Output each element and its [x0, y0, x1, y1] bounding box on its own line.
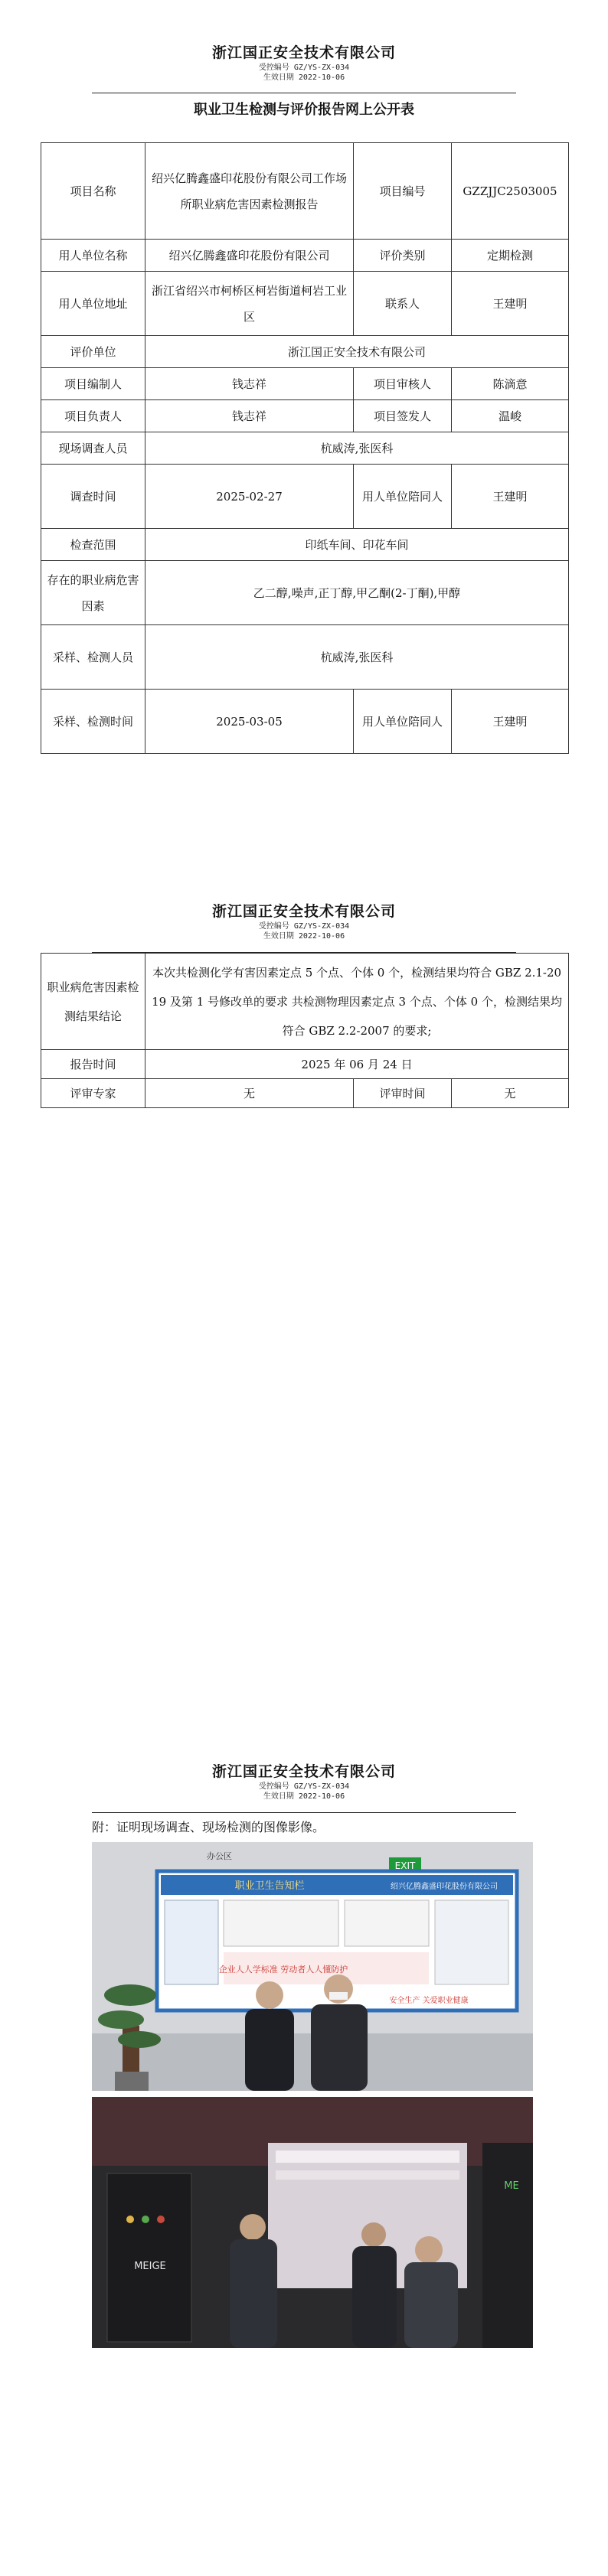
- reviewer-label: 项目审核人: [354, 368, 452, 400]
- control-number: 受控编号 GZ/YS-ZX-034: [258, 1782, 350, 1791]
- site-sampling-photo-drawing: [92, 2097, 533, 2348]
- table-row: [41, 561, 569, 625]
- eval-type-label: 评价类别: [354, 240, 452, 272]
- site-survey-photo: [92, 1842, 533, 2091]
- conclusion-label: 职业病危害因素检测结果结论: [41, 954, 145, 1050]
- effective-date: 生效日期 2022-10-06: [263, 73, 345, 82]
- board-slogan-right: 安全生产 关爱职业健康: [389, 1997, 469, 2005]
- hazards-label: 存在的职业病危害因素: [41, 561, 145, 625]
- sampling-time: 2025-03-05: [145, 690, 354, 754]
- compiler: 钱志祥: [145, 368, 354, 400]
- machine-label: ME: [504, 2180, 519, 2192]
- survey-time-label: 调查时间: [41, 465, 145, 529]
- board-title: 职业卫生告知栏: [234, 1880, 305, 1892]
- inspection-scope: 印纸车间、印花车间: [145, 529, 569, 561]
- table-row: [41, 272, 569, 336]
- report-table-1: [41, 142, 569, 754]
- hazard-factors: 乙二醇,噪声,正丁醇,甲乙酮(2-丁酮),甲醇: [145, 561, 569, 625]
- table-row: [41, 465, 569, 529]
- effective-date: 生效日期 2022-10-06: [263, 1792, 345, 1801]
- table-row: [41, 400, 569, 432]
- investigators: 杭威涛,张医科: [145, 432, 569, 465]
- office-sign: 办公区: [207, 1851, 232, 1861]
- eval-unit: 浙江国正安全技术有限公司: [145, 336, 569, 368]
- page-header: [0, 902, 608, 941]
- page-header: [0, 1762, 608, 1802]
- companion2-label: 用人单位陪同人: [354, 690, 452, 754]
- address-label: 用人单位地址: [41, 272, 145, 336]
- employer-address: 浙江省绍兴市柯桥区柯岩街道柯岩工业区: [145, 272, 354, 336]
- table-row: [41, 1050, 569, 1079]
- eval-type: 定期检测: [452, 240, 569, 272]
- experts-label: 评审专家: [41, 1079, 145, 1108]
- attachment-note: 附：证明现场调查、现场检测的图像影像。: [92, 1820, 325, 1834]
- project-name: 绍兴亿腾鑫盛印花股份有限公司工作场所职业病危害因素检测报告: [145, 143, 354, 240]
- issuer: 温峻: [452, 400, 569, 432]
- document-title: 职业卫生检测与评价报告网上公开表: [194, 102, 414, 118]
- review-time-label: 评审时间: [354, 1079, 452, 1108]
- company-name: 浙江国正安全技术有限公司: [211, 44, 396, 61]
- table-row: [41, 529, 569, 561]
- leader-label: 项目负责人: [41, 400, 145, 432]
- table-row: [41, 368, 569, 400]
- samplers: 杭威涛,张医科: [145, 625, 569, 690]
- sampling-time-label: 采样、检测时间: [41, 690, 145, 754]
- exit-sign: EXIT: [394, 1860, 416, 1871]
- issuer-label: 项目签发人: [354, 400, 452, 432]
- table-row: [41, 143, 569, 240]
- leader: 钱志祥: [145, 400, 354, 432]
- investigators-label: 现场调查人员: [41, 432, 145, 465]
- companion-label: 用人单位陪同人: [354, 465, 452, 529]
- table-row: [41, 1079, 569, 1108]
- table-row: [41, 625, 569, 690]
- company-name: 浙江国正安全技术有限公司: [211, 1763, 396, 1780]
- effective-date: 生效日期 2022-10-06: [263, 932, 345, 941]
- companion: 王建明: [452, 465, 569, 529]
- control-number: 受控编号 GZ/YS-ZX-034: [258, 922, 350, 931]
- control-number: 受控编号 GZ/YS-ZX-034: [258, 64, 350, 72]
- project-no: GZZJJC2503005: [452, 143, 569, 240]
- table-row: [41, 954, 569, 1050]
- machine-brand: MEIGE: [134, 2261, 166, 2272]
- experts: 无: [145, 1079, 354, 1108]
- survey-time: 2025-02-27: [145, 465, 354, 529]
- header-rule: [92, 1812, 516, 1813]
- company-name: 浙江国正安全技术有限公司: [211, 903, 396, 920]
- table-row: [41, 690, 569, 754]
- site-sampling-photo: [92, 2097, 533, 2348]
- samplers-label: 采样、检测人员: [41, 625, 145, 690]
- site-survey-photo-drawing: [92, 1842, 533, 2091]
- companion2: 王建明: [452, 690, 569, 754]
- page-header: [0, 43, 608, 83]
- reviewer: 陈滴意: [452, 368, 569, 400]
- employer-name: 绍兴亿腾鑫盛印花股份有限公司: [145, 240, 354, 272]
- compiler-label: 项目编制人: [41, 368, 145, 400]
- board-company-sign: 绍兴亿腾鑫盛印花股份有限公司: [391, 1883, 498, 1891]
- table-row: [41, 432, 569, 465]
- board-slogan-left: 企业人人学标准 劳动者人人懂防护: [218, 1965, 348, 1974]
- table-row: [41, 336, 569, 368]
- project-name-label: 项目名称: [41, 143, 145, 240]
- employer-label: 用人单位名称: [41, 240, 145, 272]
- report-time-label: 报告时间: [41, 1050, 145, 1079]
- report-time: 2025 年 06 月 24 日: [145, 1050, 569, 1079]
- contact-label: 联系人: [354, 272, 452, 336]
- project-no-label: 项目编号: [354, 143, 452, 240]
- scope-label: 检查范围: [41, 529, 145, 561]
- conclusion-text: 本次共检测化学有害因素定点 5 个点、个体 0 个，检测结果均符合 GBZ 2.1-2019 及第 1 号修改单的要求 共检测物理因素定点 3 个点、个体 0 个，检测结果均符合 GBZ 2.2-2007 的要求;: [145, 954, 569, 1050]
- contact-person: 王建明: [452, 272, 569, 336]
- table-row: [41, 240, 569, 272]
- review-time: 无: [452, 1079, 569, 1108]
- eval-unit-label: 评价单位: [41, 336, 145, 368]
- report-table-2: [41, 953, 569, 1108]
